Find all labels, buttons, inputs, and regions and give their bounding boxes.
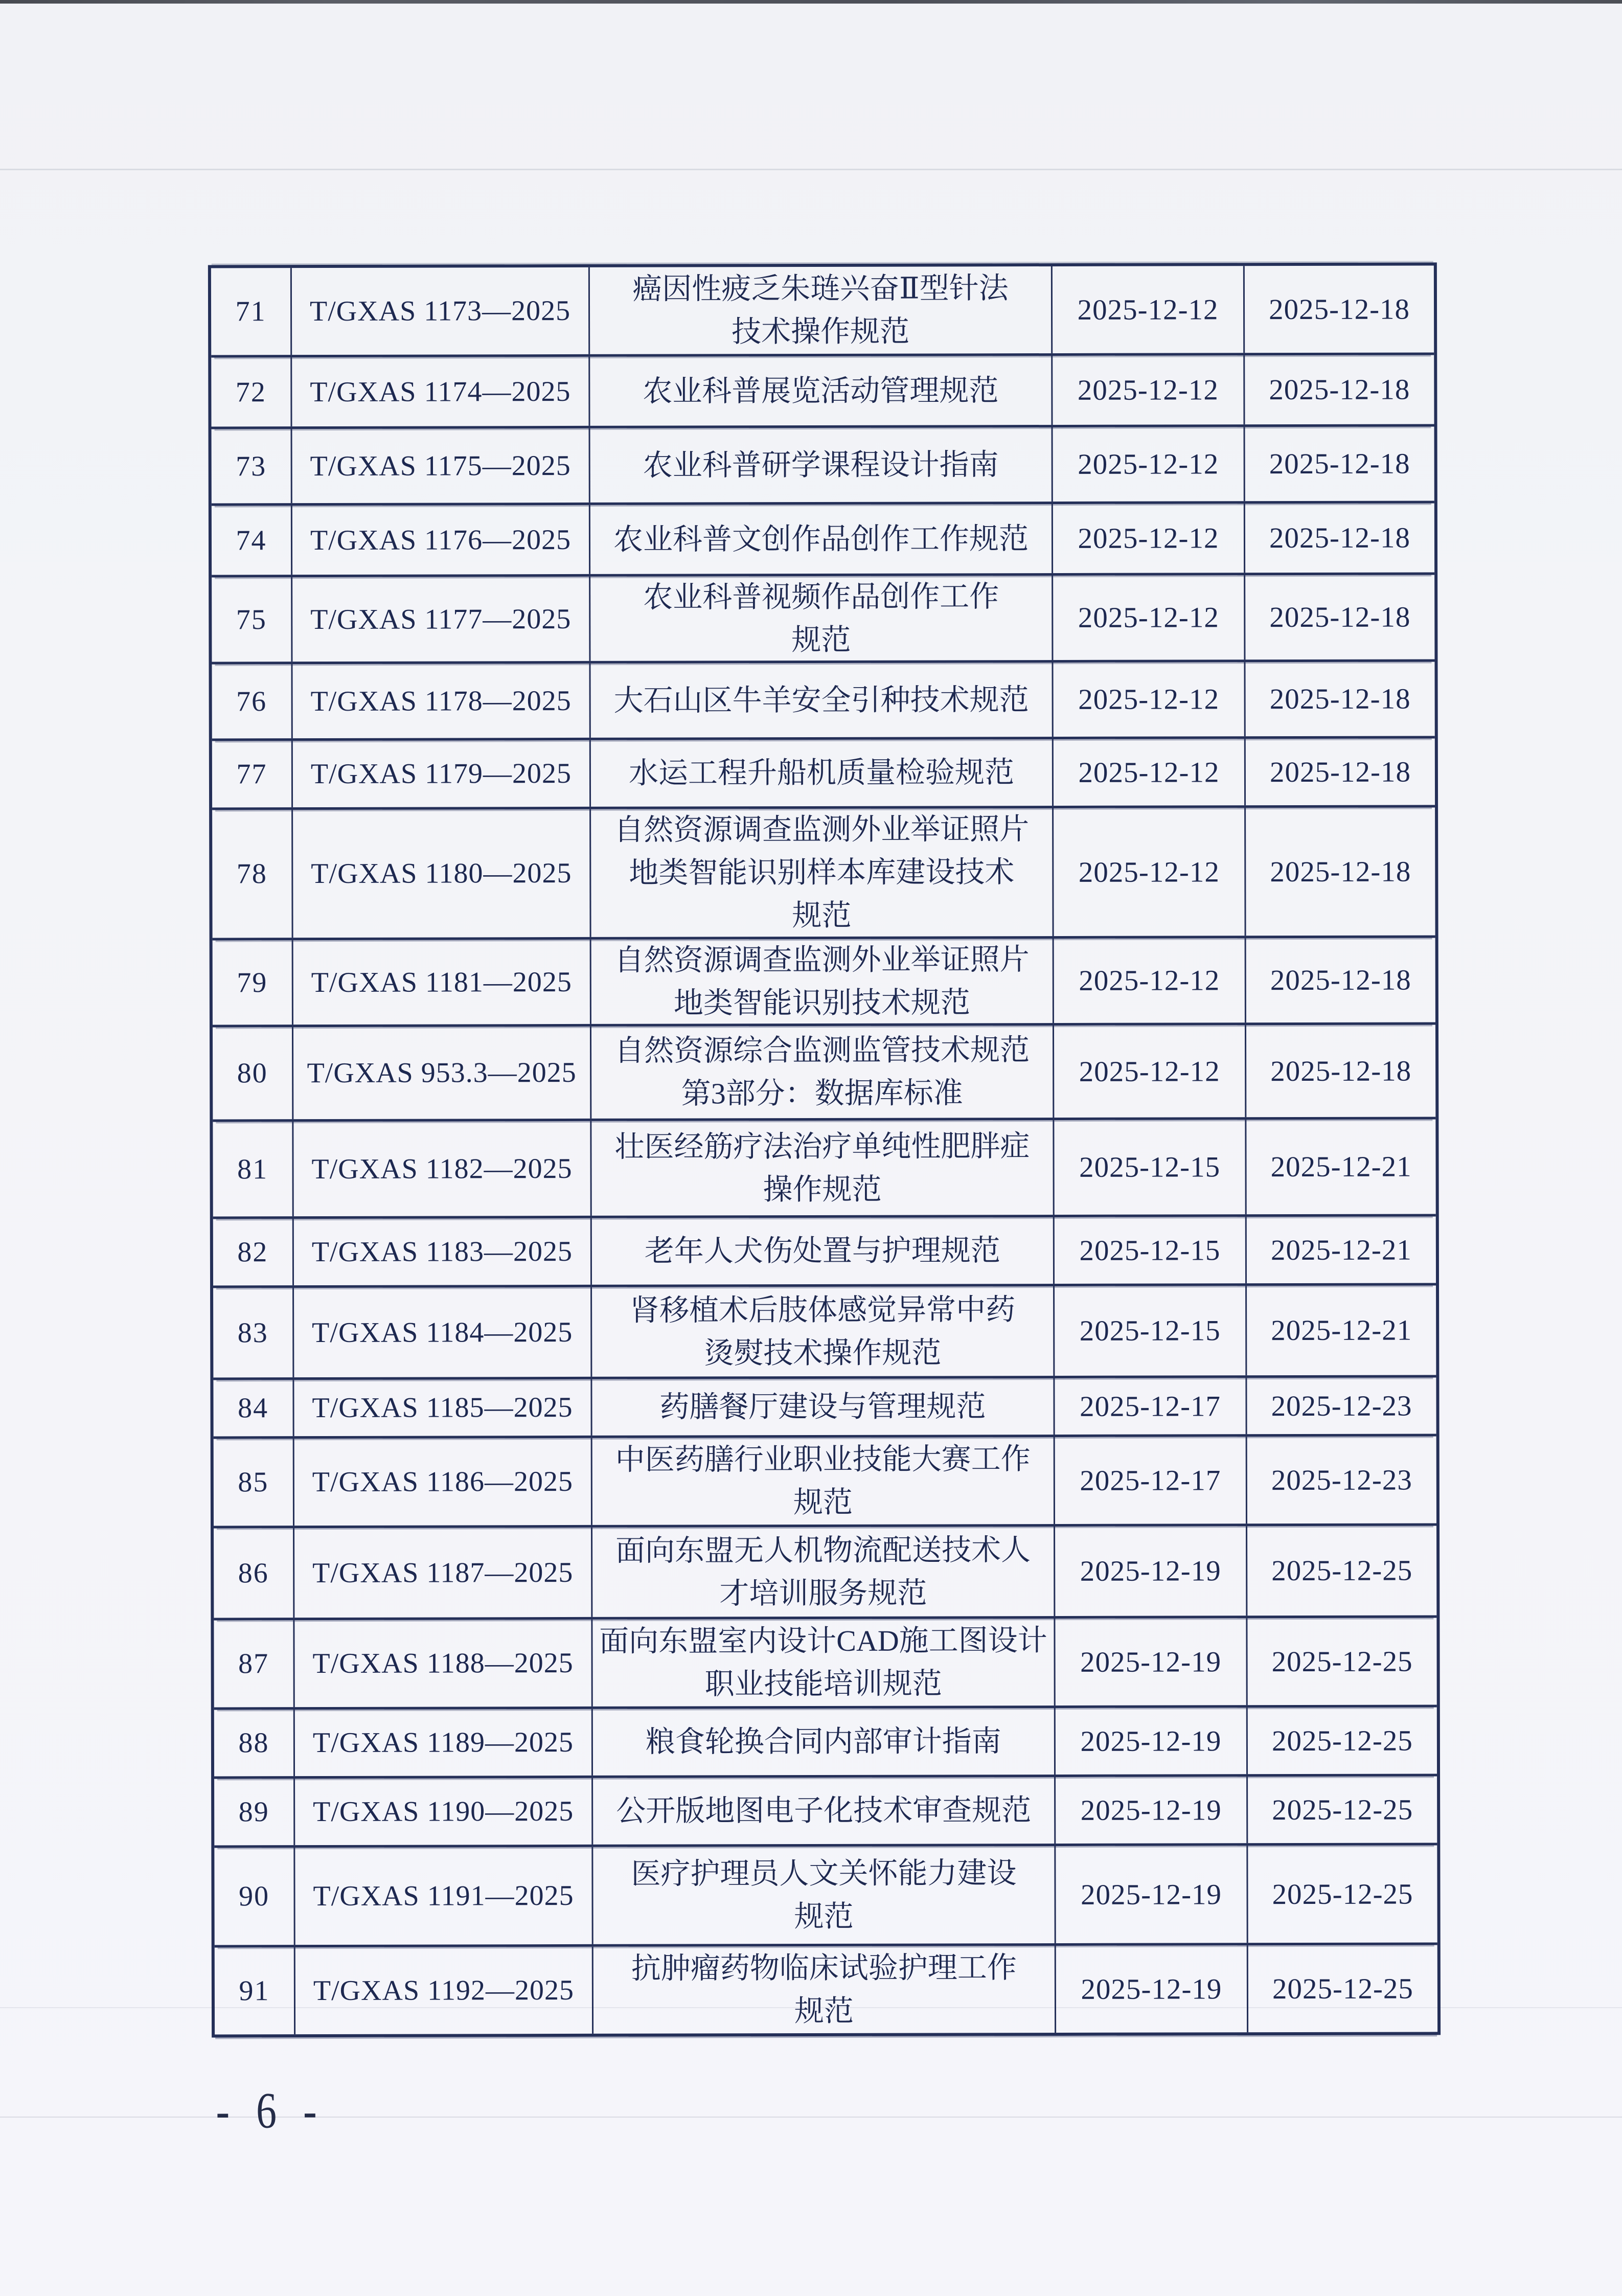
standard-name-cell — [591, 1026, 1054, 1119]
date-column-1-cell: 2025-12-19 — [1056, 1777, 1248, 1844]
table-row — [214, 1845, 1437, 1947]
standard-name-line: 第3部分：数据库标准 — [681, 1076, 963, 1110]
standard-name-line: 抗肿瘤药物临床试验护理工作 — [631, 1951, 1017, 1985]
row-index-cell: 82 — [213, 1219, 294, 1285]
date-column-2-cell: 2025-12-25 — [1272, 1878, 1413, 1911]
date-column-1-cell: 2025-12-15 — [1055, 1217, 1247, 1284]
standard-name-cell — [593, 1777, 1056, 1845]
date-column-2-cell: 2025-12-18 — [1270, 964, 1411, 997]
date-column-1-cell: 2025-12-12 — [1054, 808, 1246, 936]
row-index-cell: 77 — [212, 741, 293, 807]
date-column-1-cell: 2025-12-19 — [1056, 1945, 1248, 2033]
standard-name-line: 地类智能识别样本库建设技术 — [629, 855, 1015, 890]
standard-name-cell — [590, 663, 1053, 738]
date-column-1-cell: 2025-12-17 — [1055, 1378, 1247, 1435]
standard-name-cell — [592, 1286, 1055, 1377]
standard-name-line: 农业科普视频作品创作工作 — [643, 579, 999, 614]
table-row — [214, 1526, 1436, 1620]
date-column-1-cell: 2025-12-12 — [1053, 355, 1245, 425]
standard-name-line: 职业技能培训规范 — [704, 1667, 942, 1701]
date-column-1-cell: 2025-12-19 — [1055, 1618, 1247, 1706]
date-column-2-cell: 2025-12-18 — [1269, 756, 1411, 788]
table-row — [214, 1436, 1436, 1528]
standard-name-line: 烫熨技术操作规范 — [704, 1335, 942, 1370]
table-row — [213, 1216, 1436, 1288]
standard-name-line: 壮医经筋疗法治疗单纯性肥胖症 — [614, 1129, 1030, 1164]
date-column-1-cell: 2025-12-12 — [1054, 938, 1246, 1023]
date-column-2-cell: 2025-12-21 — [1271, 1314, 1412, 1347]
standard-number-cell: T/GXAS 1181—2025 — [293, 940, 591, 1025]
table-row — [211, 355, 1434, 429]
standard-name-cell — [591, 739, 1054, 807]
date-column-1-cell: 2025-12-12 — [1053, 575, 1245, 660]
date-column-2-cell: 2025-12-23 — [1271, 1464, 1412, 1496]
standard-name-cell — [591, 808, 1054, 937]
standard-number-cell: T/GXAS 1186—2025 — [294, 1438, 592, 1526]
date-column-2-cell: 2025-12-25 — [1271, 1554, 1413, 1587]
standard-number-cell: T/GXAS 1174—2025 — [292, 357, 590, 426]
date-column-2-cell: 2025-12-18 — [1270, 1055, 1412, 1087]
standard-number-cell: T/GXAS 1182—2025 — [293, 1121, 591, 1216]
standard-name-line: 操作规范 — [763, 1172, 882, 1206]
row-index-cell: 85 — [214, 1439, 294, 1526]
standard-number-cell: T/GXAS 1189—2025 — [295, 1709, 593, 1776]
standard-name-line: 水运工程升船机质量检验规范 — [628, 756, 1015, 790]
standard-number-cell: T/GXAS 1188—2025 — [294, 1620, 592, 1707]
standard-number-cell: T/GXAS 1191—2025 — [295, 1847, 593, 1945]
date-column-2-cell: 2025-12-25 — [1272, 1972, 1413, 2005]
date-column-1-cell: 2025-12-12 — [1053, 266, 1245, 353]
standard-name-line: 规范 — [793, 1485, 853, 1519]
row-index-cell: 90 — [214, 1848, 295, 1945]
row-index-cell: 79 — [213, 940, 293, 1025]
standard-name-line: 农业科普文创作品创作工作规范 — [613, 521, 1029, 556]
standard-name-cell — [590, 504, 1053, 574]
date-column-2-cell: 2025-12-25 — [1271, 1724, 1413, 1757]
standard-number-cell: T/GXAS 1176—2025 — [292, 505, 590, 575]
row-index-cell: 80 — [213, 1027, 293, 1119]
standard-name-cell — [593, 1846, 1056, 1944]
standard-number-cell: T/GXAS 1180—2025 — [293, 809, 591, 938]
standard-name-line: 自然资源综合监测监管技术规范 — [614, 1033, 1030, 1067]
table-row — [212, 426, 1434, 506]
standard-name-cell — [591, 1120, 1054, 1216]
standard-name-line: 才培训服务规范 — [719, 1576, 927, 1610]
standard-name-line: 药膳餐厅建设与管理规范 — [659, 1390, 986, 1424]
date-column-1-cell: 2025-12-15 — [1055, 1286, 1247, 1376]
date-column-2-cell: 2025-12-18 — [1268, 293, 1410, 326]
standards-table — [208, 262, 1441, 2037]
standard-name-cell — [591, 939, 1054, 1024]
date-column-2-cell: 2025-12-21 — [1270, 1234, 1412, 1266]
date-column-2-cell: 2025-12-18 — [1269, 521, 1411, 555]
date-column-2-cell: 2025-12-18 — [1269, 447, 1410, 481]
standard-name-cell — [592, 1437, 1055, 1525]
standard-name-line: 中医药膳行业职业技能大赛工作 — [615, 1442, 1031, 1476]
standard-number-cell: T/GXAS 1187—2025 — [294, 1528, 592, 1618]
table-row — [212, 662, 1434, 741]
standard-name-cell — [592, 1378, 1055, 1436]
table-row — [213, 1285, 1436, 1380]
date-column-2-cell: 2025-12-21 — [1270, 1150, 1412, 1184]
row-index-cell: 72 — [211, 357, 292, 426]
standard-name-line: 地类智能识别技术规范 — [673, 985, 970, 1020]
standard-name-cell — [593, 1708, 1056, 1776]
standard-name-line: 技术操作规范 — [732, 314, 910, 349]
standard-name-cell — [592, 1527, 1055, 1617]
standard-name-line: 肾移植术后肢体感觉异常中药 — [630, 1292, 1016, 1327]
page-number: - 6 - — [216, 2082, 325, 2140]
standard-name-line: 面向东盟无人机物流配送技术人 — [615, 1533, 1031, 1567]
standard-name-line: 自然资源调查监测外业举证照片 — [614, 942, 1030, 977]
table-row — [215, 1945, 1437, 2034]
standard-name-cell — [590, 427, 1053, 503]
row-index-cell: 89 — [214, 1779, 295, 1845]
standard-name-cell — [590, 576, 1053, 661]
standard-number-cell: T/GXAS 1185—2025 — [294, 1379, 592, 1436]
standard-name-line: 自然资源调查监测外业举证照片 — [614, 812, 1030, 847]
table-row — [214, 1707, 1437, 1779]
date-column-2-cell: 2025-12-25 — [1272, 1793, 1413, 1826]
standard-number-cell: T/GXAS 953.3—2025 — [293, 1027, 591, 1119]
standard-name-line: 规范 — [792, 898, 852, 933]
standard-name-cell — [592, 1619, 1055, 1707]
standard-name-line: 老年人犬伤处置与护理规范 — [644, 1234, 1000, 1268]
standard-number-cell: T/GXAS 1178—2025 — [292, 664, 590, 738]
date-column-1-cell: 2025-12-15 — [1054, 1120, 1246, 1215]
table-row — [212, 503, 1434, 577]
table-row — [212, 807, 1435, 940]
standard-number-cell: T/GXAS 1175—2025 — [292, 428, 590, 503]
date-column-1-cell: 2025-12-12 — [1054, 739, 1246, 806]
standard-name-line: 规范 — [794, 1994, 854, 2028]
standard-name-line: 粮食轮换合同内部审计指南 — [645, 1724, 1001, 1759]
date-column-1-cell: 2025-12-19 — [1056, 1846, 1248, 1943]
table-row — [212, 575, 1434, 664]
date-column-2-cell: 2025-12-18 — [1269, 373, 1410, 406]
row-index-cell: 73 — [212, 429, 292, 503]
standard-name-line: 公开版地图电子化技术审查规范 — [616, 1793, 1032, 1828]
row-index-cell: 78 — [212, 810, 293, 938]
table-row — [212, 738, 1435, 810]
date-column-1-cell: 2025-12-19 — [1055, 1526, 1247, 1616]
standard-number-cell: T/GXAS 1190—2025 — [295, 1778, 593, 1845]
date-column-1-cell: 2025-12-19 — [1056, 1708, 1248, 1775]
standard-number-cell: T/GXAS 1177—2025 — [292, 577, 590, 662]
standard-name-line: 规范 — [791, 623, 851, 656]
date-column-1-cell: 2025-12-12 — [1053, 504, 1245, 573]
table-row — [214, 1776, 1437, 1848]
date-column-2-cell: 2025-12-25 — [1271, 1645, 1413, 1678]
standard-number-cell: T/GXAS 1192—2025 — [295, 1947, 593, 2034]
row-index-cell: 71 — [211, 268, 292, 355]
row-index-cell: 76 — [212, 664, 292, 738]
standard-name-cell — [590, 266, 1053, 354]
standard-number-cell: T/GXAS 1173—2025 — [292, 267, 590, 355]
row-index-cell: 88 — [214, 1710, 295, 1776]
table-row — [213, 1119, 1435, 1219]
standard-name-line: 大石山区牛羊安全引种技术规范 — [613, 683, 1029, 717]
date-column-1-cell: 2025-12-12 — [1053, 427, 1245, 502]
standard-name-cell — [590, 356, 1053, 426]
row-index-cell: 81 — [213, 1122, 293, 1216]
standard-name-line: 农业科普展览活动管理规范 — [643, 373, 999, 408]
row-index-cell: 87 — [214, 1620, 294, 1707]
date-column-2-cell: 2025-12-18 — [1269, 683, 1411, 716]
standard-name-line: 农业科普研学课程设计指南 — [643, 447, 999, 482]
standard-number-cell: T/GXAS 1179—2025 — [293, 740, 591, 807]
date-column-1-cell: 2025-12-12 — [1054, 1025, 1246, 1118]
date-column-2-cell: 2025-12-18 — [1269, 601, 1411, 634]
table-row — [211, 265, 1434, 357]
standard-name-cell — [593, 1946, 1056, 2034]
date-column-1-cell: 2025-12-17 — [1055, 1437, 1247, 1524]
date-column-2-cell: 2025-12-18 — [1270, 855, 1411, 888]
standard-number-cell: T/GXAS 1184—2025 — [294, 1287, 592, 1377]
standard-number-cell: T/GXAS 1183—2025 — [294, 1218, 592, 1285]
standard-name-cell — [592, 1217, 1055, 1285]
date-column-1-cell: 2025-12-12 — [1053, 662, 1245, 737]
row-index-cell: 86 — [214, 1528, 294, 1618]
row-index-cell: 84 — [213, 1380, 294, 1436]
table-row — [213, 1025, 1435, 1122]
standard-name-line: 医疗护理员人文关怀能力建设 — [631, 1856, 1017, 1891]
standard-name-line: 面向东盟室内设计CAD施工图设计 — [599, 1624, 1047, 1658]
row-index-cell: 75 — [212, 577, 292, 662]
date-column-2-cell: 2025-12-23 — [1271, 1390, 1412, 1422]
standard-name-line: 规范 — [794, 1899, 854, 1934]
table-row — [213, 1377, 1436, 1439]
row-index-cell: 91 — [215, 1947, 295, 2034]
table-row — [213, 938, 1435, 1027]
table-row — [214, 1618, 1436, 1710]
standard-name-line: 癌因性疲乏朱琏兴奋Ⅱ型针法 — [632, 271, 1009, 306]
row-index-cell: 74 — [212, 506, 292, 575]
row-index-cell: 83 — [213, 1288, 294, 1377]
